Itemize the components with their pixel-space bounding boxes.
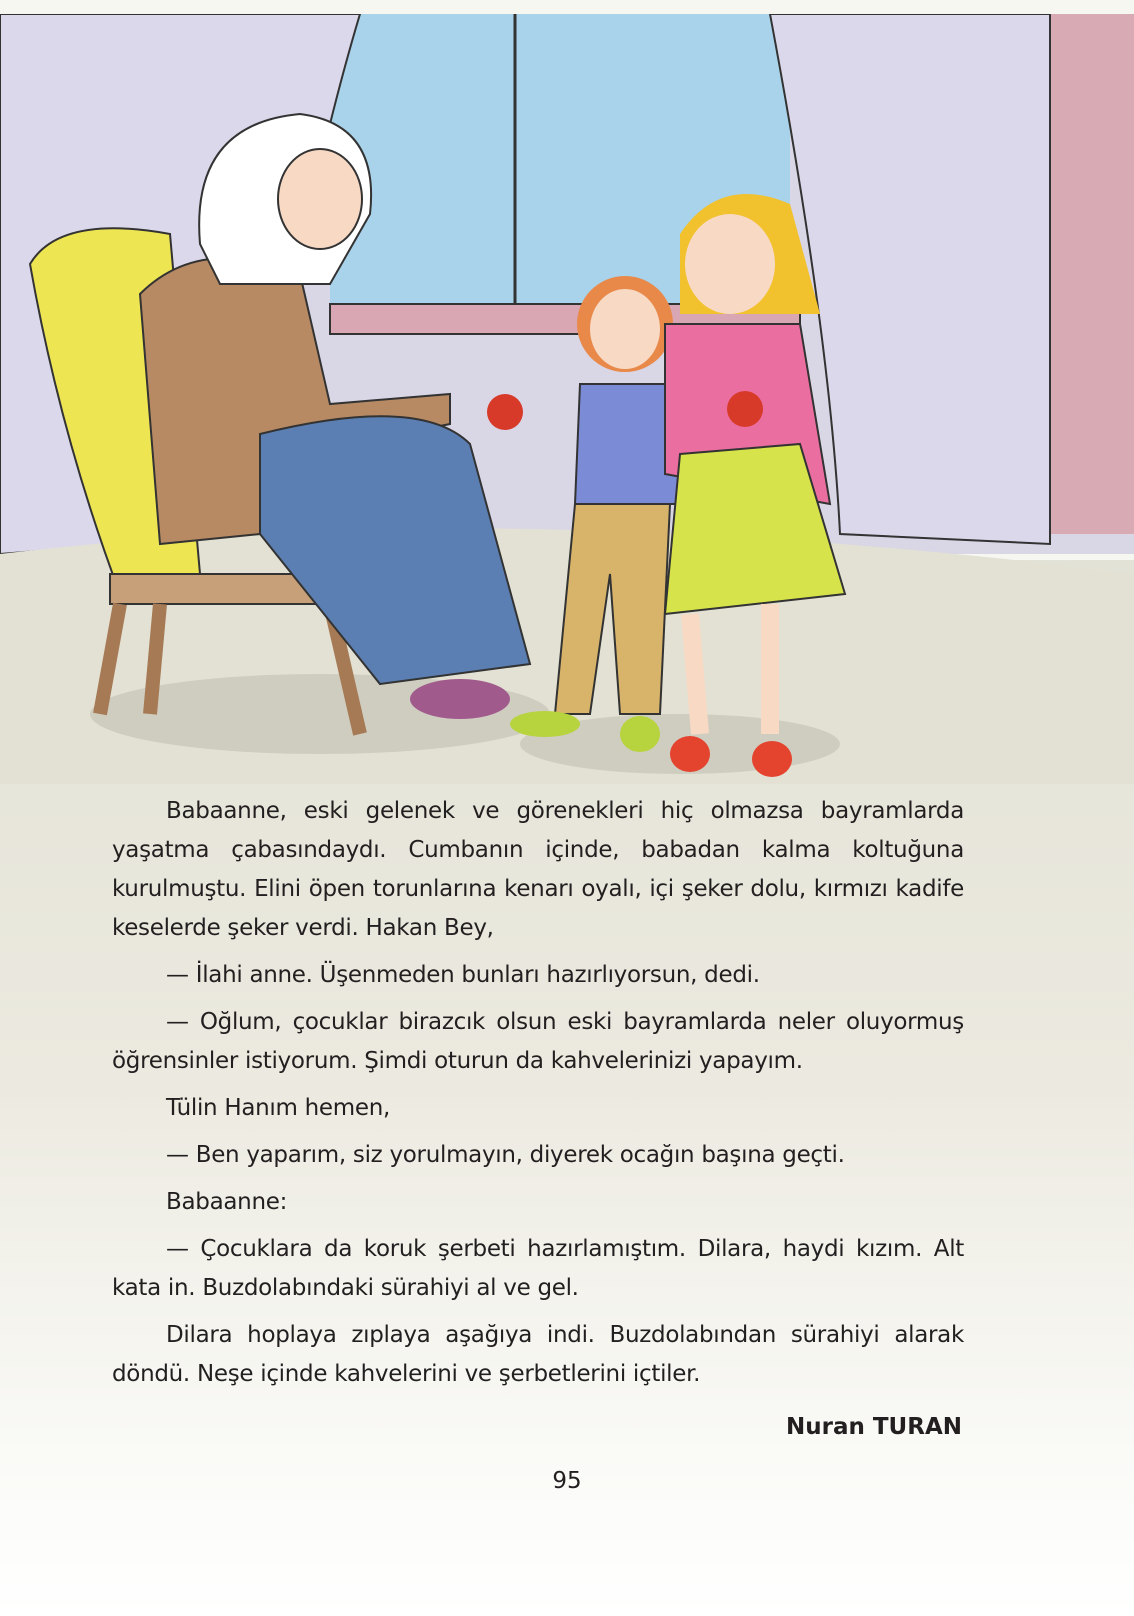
text-line: Babaanne, eski gelenek ve görenekleri hiç olmazsa bayramlarda — [166, 798, 964, 824]
paragraph — [112, 1230, 964, 1308]
text-line: öğrensinler istiyorum. Şimdi oturun da kahvelerinizi yapayım. — [112, 1048, 803, 1074]
text-line: Babaanne: — [166, 1189, 288, 1215]
paragraph — [112, 956, 964, 995]
paragraph — [112, 1316, 964, 1394]
text-line: keselerde şeker verdi. Hakan Bey, — [112, 915, 494, 941]
paragraph — [112, 1183, 964, 1222]
story-text — [112, 792, 964, 1402]
author-name: Nuran TURAN — [786, 1414, 962, 1440]
paragraph — [112, 1089, 964, 1128]
paragraph — [112, 792, 964, 948]
text-line: döndü. Neşe içinde kahvelerini ve şerbetlerini içtiler. — [112, 1361, 701, 1387]
paragraph — [112, 1136, 964, 1175]
text-line: Tülin Hanım hemen, — [166, 1095, 390, 1121]
wall-pink — [1050, 14, 1134, 534]
candy-pouch — [487, 394, 523, 430]
text-line: — Ben yaparım, siz yorulmayın, diyerek ocağın başına geçti. — [166, 1142, 845, 1168]
text-line: kurulmuştu. Elini öpen torunlarına kenarı oyalı, içi şeker dolu, kırmızı kadife — [112, 876, 964, 902]
candy-pouch — [727, 391, 763, 427]
text-line: kata in. Buzdolabındaki sürahiyi al ve gel. — [112, 1275, 579, 1301]
paragraph — [112, 1003, 964, 1081]
story-illustration — [0, 14, 1134, 784]
text-line: — Çocuklara da koruk şerbeti hazırlamıştım. Dilara, haydi kızım. Alt — [166, 1236, 964, 1262]
text-line: — İlahi anne. Üşenmeden bunları hazırlıyorsun, dedi. — [166, 962, 760, 988]
text-line: Dilara hoplaya zıplaya aşağıya indi. Buzdolabından sürahiyi alarak — [166, 1322, 964, 1348]
text-line: — Oğlum, çocuklar birazcık olsun eski bayramlarda neler oluyormuş — [166, 1009, 964, 1035]
text-line: yaşatma çabasındaydı. Cumbanın içinde, babadan kalma koltuğuna — [112, 837, 964, 863]
page-number: 95 — [552, 1468, 582, 1494]
